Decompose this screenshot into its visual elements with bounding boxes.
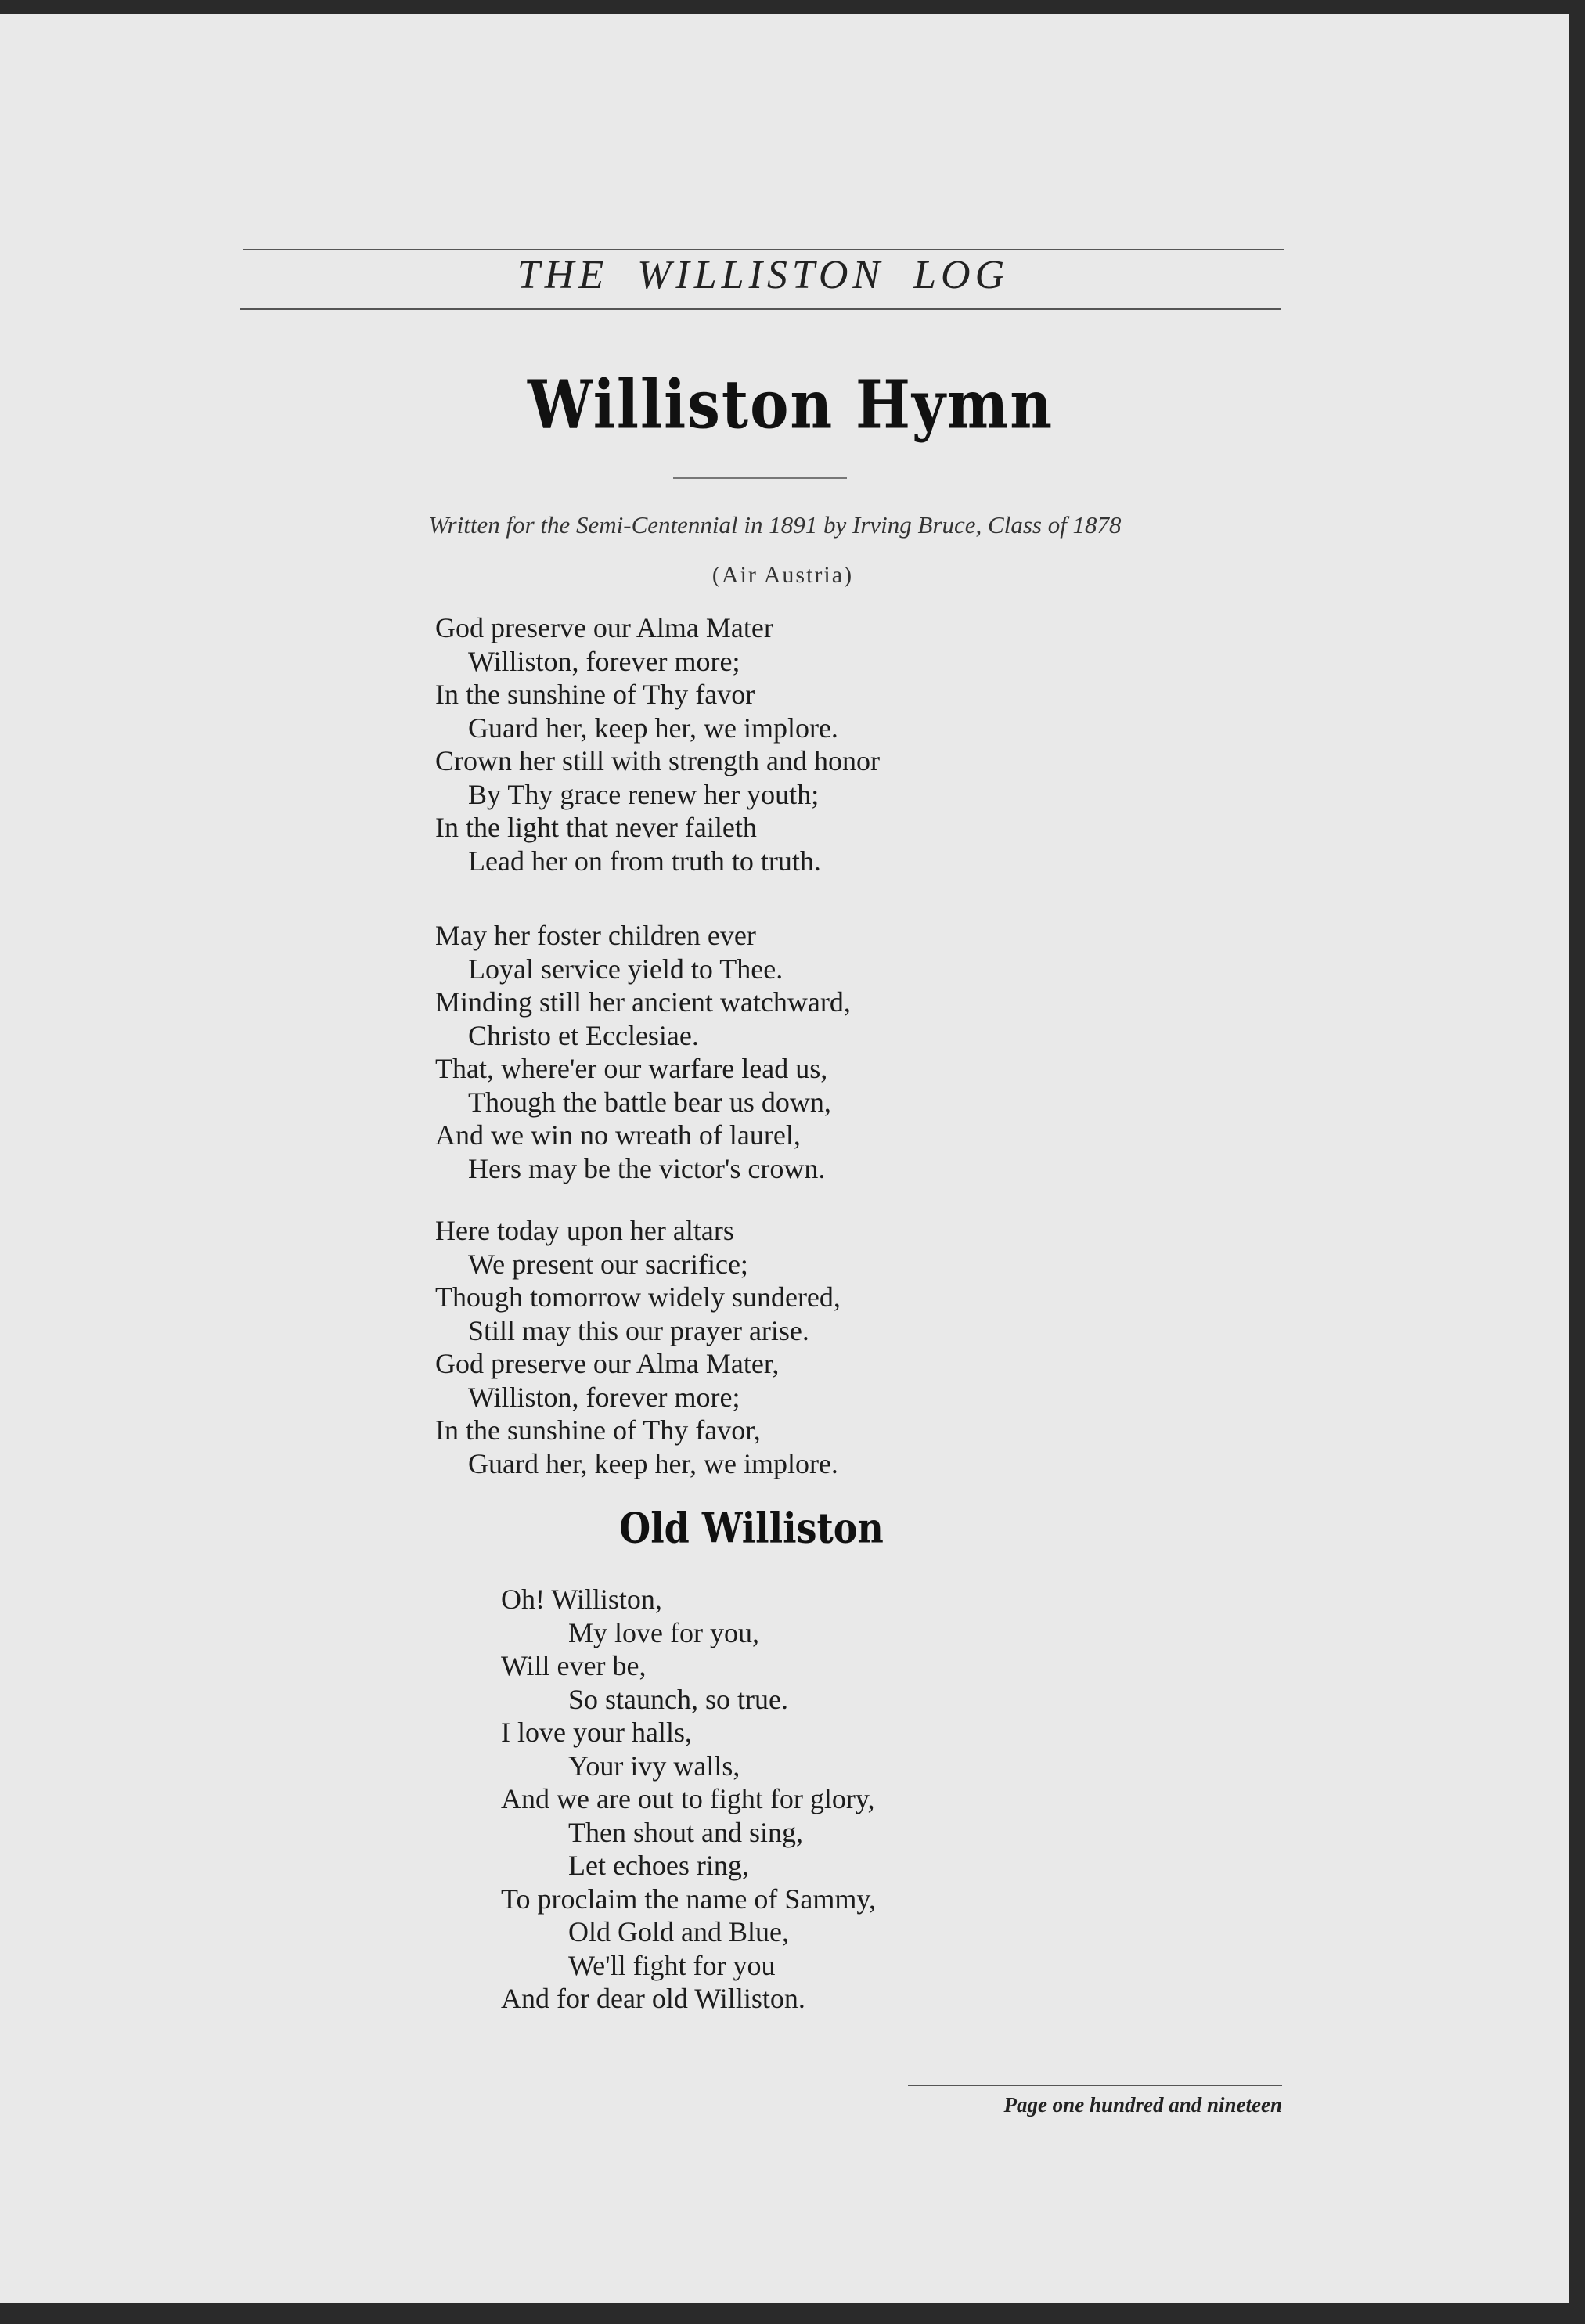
hymn-verse-3	[435, 1214, 841, 1480]
verse-line: We'll fight for you	[568, 1949, 776, 1981]
verse-line: We present our sacrifice;	[468, 1248, 748, 1280]
verse-line: And for dear old Williston.	[501, 1983, 805, 2014]
verse-line: In the sunshine of Thy favor	[435, 679, 755, 710]
footer-rule	[908, 2085, 1282, 2086]
page-number-label: Page one hundred and nineteen	[1003, 2093, 1282, 2117]
header-bottom-rule	[240, 308, 1281, 310]
running-header: THE WILLISTON LOG	[517, 253, 1010, 297]
header-top-rule	[243, 249, 1284, 250]
verse-line: Williston, forever more;	[468, 1381, 740, 1413]
verse-line: And we win no wreath of laurel,	[435, 1119, 801, 1151]
title-divider	[673, 477, 847, 479]
verse-line: So staunch, so true.	[568, 1683, 788, 1715]
verse-line: Loyal service yield to Thee.	[468, 953, 783, 985]
verse-line: Guard her, keep her, we implore.	[468, 712, 838, 744]
verse-line: Oh! Williston,	[501, 1584, 662, 1615]
verse-line: Guard her, keep her, we implore.	[468, 1447, 838, 1479]
verse-line: Christo et Ecclesiae.	[468, 1019, 699, 1051]
old-williston-verse	[501, 1583, 876, 2016]
verse-line: I love your halls,	[501, 1717, 692, 1748]
verse-line: Minding still her ancient watchward,	[435, 986, 851, 1018]
verse-line: To proclaim the name of Sammy,	[501, 1883, 877, 1915]
hymn-verse-2	[435, 919, 851, 1185]
verse-line: Old Gold and Blue,	[568, 1916, 789, 1947]
verse-line: Will ever be,	[501, 1650, 647, 1681]
verse-line: Though tomorrow widely sundered,	[435, 1281, 841, 1313]
scan-border-top	[0, 0, 1585, 14]
verse-line: By Thy grace renew her youth;	[468, 778, 820, 810]
verse-line: Your ivy walls,	[568, 1749, 740, 1782]
verse-line: That, where'er our warfare lead us,	[435, 1053, 828, 1084]
verse-line: In the sunshine of Thy favor,	[435, 1414, 761, 1446]
verse-line: Though the battle bear us down,	[468, 1086, 831, 1118]
verse-line: In the light that never faileth	[435, 812, 757, 843]
verse-line: Crown her still with strength and honor	[435, 745, 880, 776]
verse-line: Williston, forever more;	[468, 645, 740, 677]
verse-line: Lead her on from truth to truth.	[468, 845, 821, 877]
verse-line: May her foster children ever	[435, 920, 756, 951]
verse-line: God preserve our Alma Mater	[435, 612, 773, 643]
hymn-title: Williston Hymn	[527, 366, 1054, 445]
verse-line: Still may this our prayer arise.	[468, 1314, 809, 1346]
verse-line: Here today upon her altars	[435, 1215, 734, 1246]
scan-border-bottom	[0, 2303, 1585, 2324]
verse-line: Let echoes ring,	[568, 1850, 749, 1881]
verse-line: And we are out to fight for glory,	[501, 1783, 875, 1814]
hymn-subtitle: Written for the Semi-Centennial in 1891 by Irving Bruce, Class of 1878	[428, 511, 1122, 539]
verse-line: My love for you,	[568, 1616, 759, 1648]
verse-line: God preserve our Alma Mater,	[435, 1348, 780, 1379]
scan-border-right	[1569, 0, 1585, 2324]
old-williston-title: Old Williston	[619, 1503, 884, 1553]
verse-line: Then shout and sing,	[568, 1816, 803, 1848]
verse-line: Hers may be the victor's crown.	[468, 1152, 826, 1184]
hymn-air: (Air Austria)	[711, 562, 854, 588]
hymn-verse-1	[435, 611, 880, 877]
